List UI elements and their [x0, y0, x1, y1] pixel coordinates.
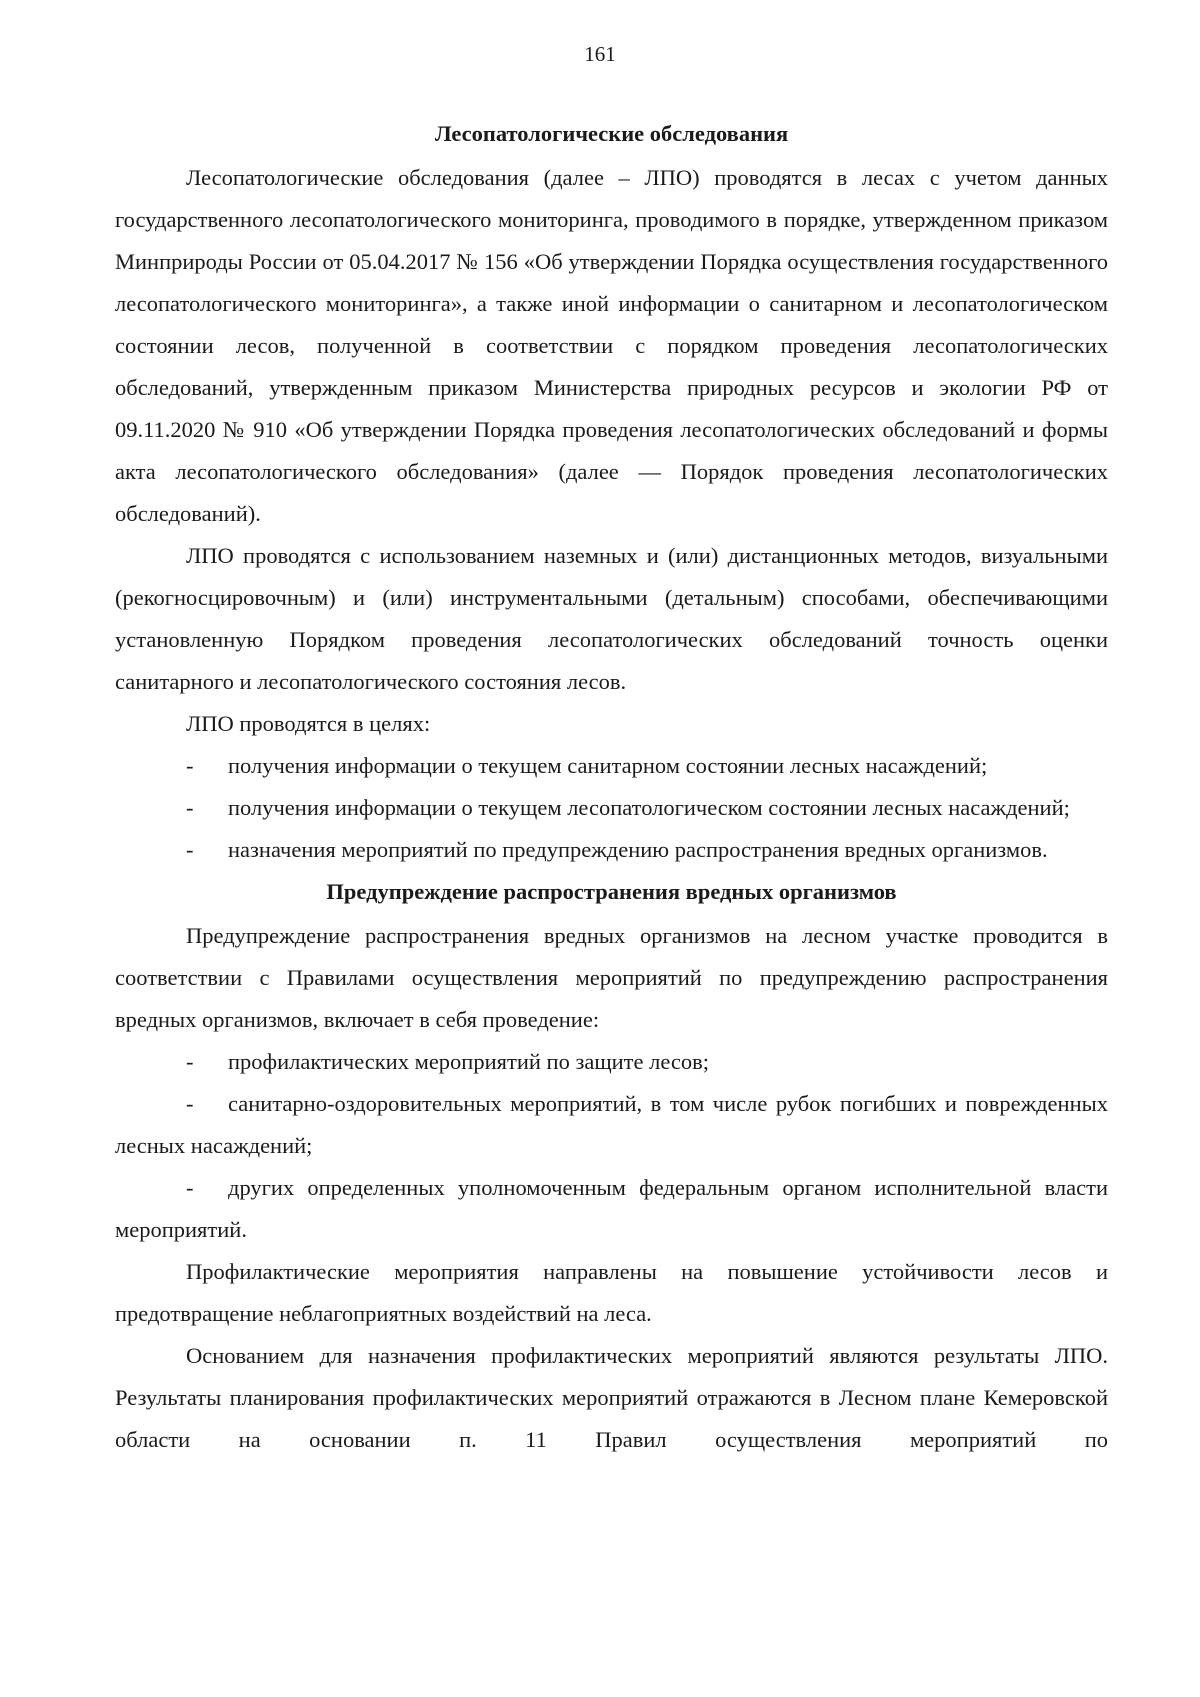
- goal-list-item: [115, 745, 1108, 787]
- paragraph-prevention-intro: Предупреждение распространения вредных организмов на лесном участке проводится в соответствии с Правилами осуществления мероприятий по предупреждению распространения вредных организмов, включает в себя проведение:: [115, 923, 1108, 1032]
- dash-bullet: -: [186, 1091, 194, 1116]
- measure-text: других определенных уполномоченным федеральным органом исполнительной власти мероприятий.: [115, 1175, 1108, 1242]
- measure-list-item: [115, 1083, 1108, 1167]
- goals-lead: ЛПО проводятся в целях:: [186, 711, 431, 736]
- page-number: 161: [584, 42, 616, 66]
- paragraph-preventive-measures: Профилактические мероприятия направлены на повышение устойчивости лесов и предотвращение неблагоприятных воздействий на леса.: [115, 1259, 1108, 1326]
- section-title-pest-prevention: Предупреждение распространения вредных организмов: [326, 879, 897, 904]
- paragraph-basis-for-measures: Основанием для назначения профилактических мероприятий являются результаты ЛПО. Результаты планирования профилактических мероприятий отражаются в Лесном плане Кемеровской области на основании п. 11 Правил осуществления мероприятий по: [115, 1343, 1108, 1452]
- paragraph-lpo-definition: Лесопатологические обследования (далее – ЛПО) проводятся в лесах с учетом данных государственного лесопатологического мониторинга, проводимого в порядке, утвержденном приказом Минприроды России от 05.04.2017 № 156 «Об утверждении Порядка осуществления государственного лесопатологического мониторинга», а также иной информации о санитарном и лесопатологическом состоянии лесов, полученной в соответствии с порядком проведения лесопатологических обследований, утвержденным приказом Министерства природных ресурсов и экологии РФ от 09.11.2020 № 910 «Об утверждении Порядка проведения лесопатологических обследований и формы акта лесопатологического обследования» (далее — Порядок проведения лесопатологических обследований).: [115, 165, 1108, 526]
- section-title-forest-pathology-surveys: Лесопатологические обследования: [434, 121, 789, 146]
- dash-bullet: -: [186, 1049, 194, 1074]
- goal-text: получения информации о текущем лесопатологическом состоянии лесных насаждений;: [228, 795, 1070, 820]
- measure-text: профилактических мероприятий по защите лесов;: [228, 1049, 710, 1074]
- goal-list-item: [115, 787, 1108, 829]
- measure-text: санитарно-оздоровительных мероприятий, в том числе рубок погибших и поврежденных лесных насаждений;: [115, 1091, 1108, 1158]
- measure-list-item: [115, 1167, 1108, 1251]
- dash-bullet: -: [186, 837, 194, 862]
- dash-bullet: -: [186, 753, 194, 778]
- goal-text: получения информации о текущем санитарном состоянии лесных насаждений;: [228, 753, 988, 778]
- measure-list-item: [115, 1041, 1108, 1083]
- goal-text: назначения мероприятий по предупреждению распространения вредных организмов.: [228, 837, 1048, 862]
- goal-list-item: [115, 829, 1108, 871]
- page-content: [115, 113, 1108, 1461]
- paragraph-lpo-methods: ЛПО проводятся с использованием наземных и (или) дистанционных методов, визуальными (рекогносцировочным) и (или) инструментальными (детальным) способами, обеспечивающими установленную Порядком проведения лесопатологических обследований точность оценки санитарного и лесопатологического состояния лесов.: [115, 543, 1108, 694]
- dash-bullet: -: [186, 795, 194, 820]
- dash-bullet: -: [186, 1175, 194, 1200]
